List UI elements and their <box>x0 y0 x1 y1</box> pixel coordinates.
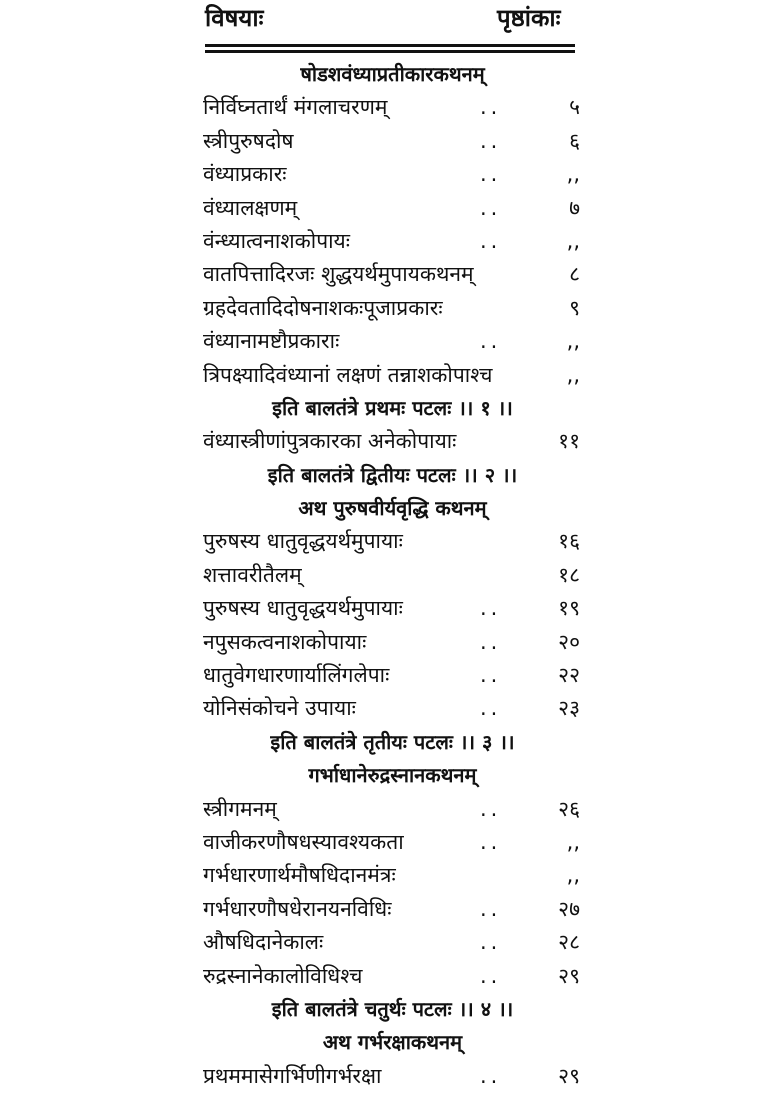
entry-leader-dots: .. <box>480 796 502 821</box>
section-heading-text: इति बालतंत्रे द्वितीयः पटलः ।। २ ।। <box>267 462 518 487</box>
contents-entry <box>195 192 590 225</box>
entry-page-number: २७ <box>558 896 580 921</box>
entry-leader-dots: .. <box>480 930 502 955</box>
section-heading <box>195 58 590 91</box>
section-heading-text: इति बालतंत्रे प्रथमः पटलः ।। १ ।। <box>272 395 513 420</box>
entry-title: नपुसकत्वनाशकोपायाः <box>203 629 367 654</box>
entry-title: रुद्रस्नानेकालोविधिश्च <box>203 963 363 988</box>
entry-page-number: ,, <box>566 329 580 354</box>
contents-entry <box>195 859 590 892</box>
entry-leader-dots: .. <box>480 1063 502 1088</box>
entry-page-number: २९ <box>558 963 580 988</box>
contents-entry <box>195 793 590 826</box>
section-heading <box>195 993 590 1026</box>
entry-title: वंध्यास्त्रीणांपुत्रकारका अनेकोपायाः <box>203 429 457 454</box>
subject-column-header: विषयाः <box>205 4 264 32</box>
entry-title: औषधिदानेकालः <box>203 930 324 955</box>
entry-title: पुरुषस्य धातुवृद्धयर्थमुपायाः <box>203 529 403 554</box>
entry-page-number: ,, <box>566 228 580 253</box>
contents-entry <box>195 359 590 392</box>
contents-entry <box>195 893 590 926</box>
entry-leader-dots: .. <box>480 829 502 854</box>
entry-leader-dots: .. <box>480 195 502 220</box>
contents-entry <box>195 826 590 859</box>
section-heading-text: इति बालतंत्रे चतुर्थः पटलः ।। ४ ।। <box>271 996 514 1021</box>
entry-page-number: १६ <box>558 529 580 554</box>
contents-entry <box>195 292 590 325</box>
entry-title: गर्भधारणौषधेरानयनविधिः <box>203 896 392 921</box>
entry-page-number: ,, <box>566 362 580 387</box>
entry-title: वंध्यानामष्टौप्रकाराः <box>203 329 340 354</box>
entry-leader-dots: .. <box>480 95 502 120</box>
entry-leader-dots: .. <box>480 228 502 253</box>
entry-title: वाजीकरणौषधस्यावश्यकता <box>203 829 404 854</box>
entry-page-number: २० <box>558 629 580 654</box>
contents-entry <box>195 692 590 725</box>
contents-entry <box>195 258 590 291</box>
entry-page-number: ,, <box>566 829 580 854</box>
entry-page-number: ८ <box>569 262 580 287</box>
entry-page-number: ७ <box>569 195 580 220</box>
section-heading <box>195 392 590 425</box>
section-heading <box>195 492 590 525</box>
entry-leader-dots: .. <box>480 329 502 354</box>
contents-entry <box>195 225 590 258</box>
section-heading <box>195 459 590 492</box>
entry-page-number: २६ <box>558 796 580 821</box>
entry-title: धातुवेगधारणार्यालिंगलेपाः <box>203 663 390 688</box>
entry-page-number: २३ <box>558 696 580 721</box>
section-heading-text: अथ गर्भरक्षाकथनम् <box>322 1030 463 1055</box>
contents-entry <box>195 325 590 358</box>
section-heading-text: इति बालतंत्रे तृतीयः पटलः ।। ३ ।। <box>270 729 515 754</box>
entry-page-number: २८ <box>558 930 580 955</box>
contents-entry <box>195 626 590 659</box>
entry-title: निर्विघ्नतार्थं मंगलाचरणम् <box>203 95 388 120</box>
section-heading <box>195 1026 590 1059</box>
entry-page-number: २२ <box>558 663 580 688</box>
entry-page-number: ९ <box>569 295 580 320</box>
section-heading-text: गर्भाधानेरुद्रस्नानकथनम् <box>308 763 477 788</box>
contents-list <box>195 58 590 1093</box>
section-heading-text: अथ पुरुषवीर्यवृद्धि कथनम् <box>298 496 487 521</box>
contents-entry <box>195 960 590 993</box>
entry-page-number: २९ <box>558 1063 580 1088</box>
contents-entry <box>195 525 590 558</box>
entry-page-number: ११ <box>558 429 580 454</box>
entry-title: वंन्ध्यात्वनाशकोपायः <box>203 228 350 253</box>
contents-entry <box>195 659 590 692</box>
entry-title: त्रिपक्ष्यादिवंध्यानां लक्षणं तन्नाशकोपाश्च <box>203 362 493 387</box>
entry-leader-dots: .. <box>480 162 502 187</box>
entry-title: पुरुषस्य धातुवृद्धयर्थमुपायाः <box>203 596 403 621</box>
page-column-header: पृष्ठांकाः <box>497 4 561 32</box>
entry-title: ग्रहदेवतादिदोषनाशकःपूजाप्रकारः <box>203 295 443 320</box>
entry-title: प्रथममासेगर्भिणीगर्भरक्षा <box>203 1063 382 1088</box>
section-heading-text: षोडशवंध्याप्रतीकारकथनम् <box>300 62 485 86</box>
entry-page-number: ६ <box>569 128 580 153</box>
contents-entry <box>195 926 590 959</box>
entry-page-number: ,, <box>566 162 580 187</box>
section-heading <box>195 759 590 792</box>
entry-leader-dots: .. <box>480 663 502 688</box>
entry-title: शत्तावरीतैलम् <box>203 562 302 587</box>
entry-title: वंध्याप्रकारः <box>203 162 287 187</box>
entry-page-number: १९ <box>558 596 580 621</box>
entry-title: गर्भधारणार्थमौषधिदानमंत्रः <box>203 863 396 888</box>
contents-entry <box>195 592 590 625</box>
entry-title: स्त्रीपुरुषदोष <box>203 128 294 153</box>
section-heading <box>195 726 590 759</box>
entry-leader-dots: .. <box>480 596 502 621</box>
entry-leader-dots: .. <box>480 896 502 921</box>
contents-entry <box>195 1060 590 1093</box>
entry-title: योनिसंकोचने उपायाः <box>203 696 356 721</box>
contents-entry <box>195 125 590 158</box>
entry-title: स्त्रीगमनम् <box>203 796 277 821</box>
contents-entry <box>195 91 590 124</box>
contents-entry <box>195 559 590 592</box>
contents-entry <box>195 158 590 191</box>
entry-leader-dots: .. <box>480 696 502 721</box>
header-rule-top <box>205 44 575 47</box>
entry-leader-dots: .. <box>480 963 502 988</box>
entry-page-number: ५ <box>569 95 580 120</box>
entry-leader-dots: .. <box>480 629 502 654</box>
entry-leader-dots: .. <box>480 128 502 153</box>
header-rule-bottom <box>205 50 575 53</box>
entry-page-number: ,, <box>566 863 580 888</box>
contents-entry <box>195 425 590 458</box>
entry-title: वातपित्तादिरजः शुद्धयर्थमुपायकथनम् <box>203 262 474 287</box>
entry-page-number: १८ <box>558 562 580 587</box>
entry-title: वंध्यालक्षणम् <box>203 195 298 220</box>
